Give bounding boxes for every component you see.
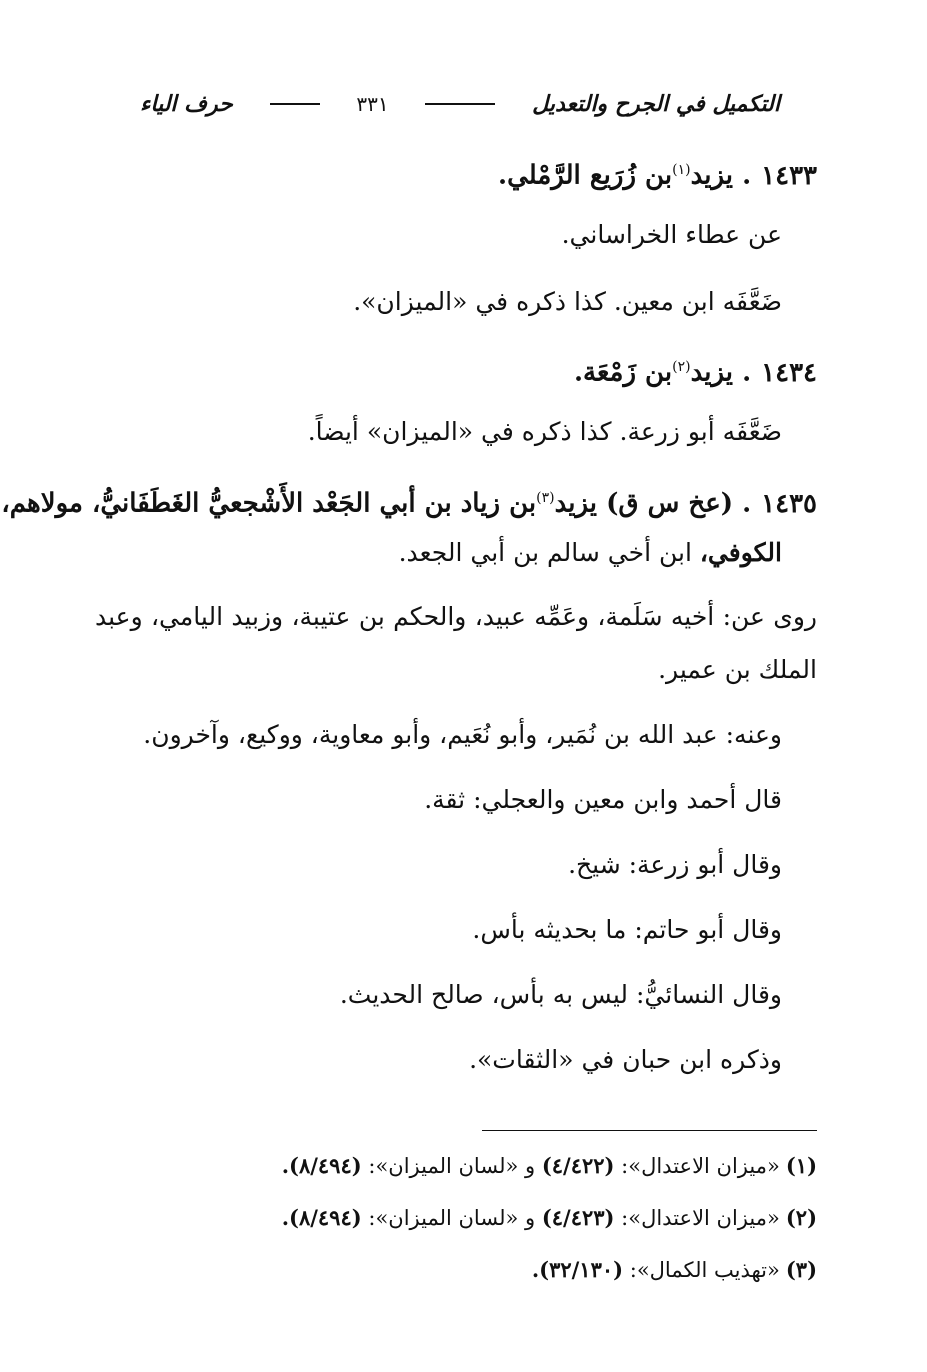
entry-continuation: الكوفي، ابن أخي سالم بن أبي الجعد. [398,538,782,567]
page-number: ٣٣١ [356,92,389,116]
header-dash [425,103,495,105]
text-line: وعنه: عبد الله بن نُمَير، وأبو نُعَيم، وأبو معاوية، ووكيع، وآخرون. [143,720,782,749]
text-line: عن عطاء الخراساني. [561,220,782,249]
footnote: (٣)«تهذيب الكمال»: (٣٢/١٣٠). [531,1257,817,1282]
footnote-ref: (١) [672,162,691,178]
footnote: (٢)«ميزان الاعتدال»: (٤/٤٢٣) و «لسان الميزان»: (٨/٤٩٤). [281,1205,817,1230]
text-line: روى عن: أخيه سَلَمة، وعَمِّه عبيد، والحكم بن عتيبة، وزبيد اليامي، وعبد [95,602,817,631]
footnote: (١)«ميزان الاعتدال»: (٤/٤٢٢) و «لسان الميزان»: (٨/٤٩٤). [281,1153,817,1178]
text-line: ضَعَّفَه ابن معين. كذا ذكره في «الميزان». [353,287,782,316]
text-line: قال أحمد وابن معين والعجلي: ثقة. [424,785,782,814]
section-title: حرف الياء [140,91,233,117]
entry-heading-1434: ١٤٣٤. يزيد$^{(٢)}$بن زَمْعَة. [573,357,817,388]
text-line: ضَعَّفَه أبو زرعة. كذا ذكره في «الميزان» أيضاً. [307,417,782,446]
source-codes: (عخ س ق) [606,488,734,519]
entry-heading-1435: ١٤٣٥. (عخ س ق) يزيد$^{(٣)}$بن زياد بن أبي الجَعْد الأَشْجعيُّ الغَطَفَانيُّ، مولاهم، [1,488,817,519]
footnote-ref: (٢) [672,359,691,375]
book-title: التكميل في الجرح والتعديل [532,91,780,117]
entry-heading-1433: ١٤٣٣. يزيد$^{(١)}$بن زُرَيع الرَّمْلي. [498,160,817,191]
text-line: وقال النسائيُّ: ليس به بأس، صالح الحديث. [339,980,782,1009]
text-line: وذكره ابن حبان في «الثقات». [469,1045,782,1074]
footnote-ref: (٣) [536,490,555,506]
text-line: الملك بن عمير. [658,655,817,684]
text-line: وقال أبو زرعة: شيخ. [568,850,782,879]
footnote-separator [482,1130,817,1131]
running-header [140,84,780,124]
header-dash [270,103,320,105]
text-line: وقال أبو حاتم: ما بحديثه بأس. [472,915,782,944]
